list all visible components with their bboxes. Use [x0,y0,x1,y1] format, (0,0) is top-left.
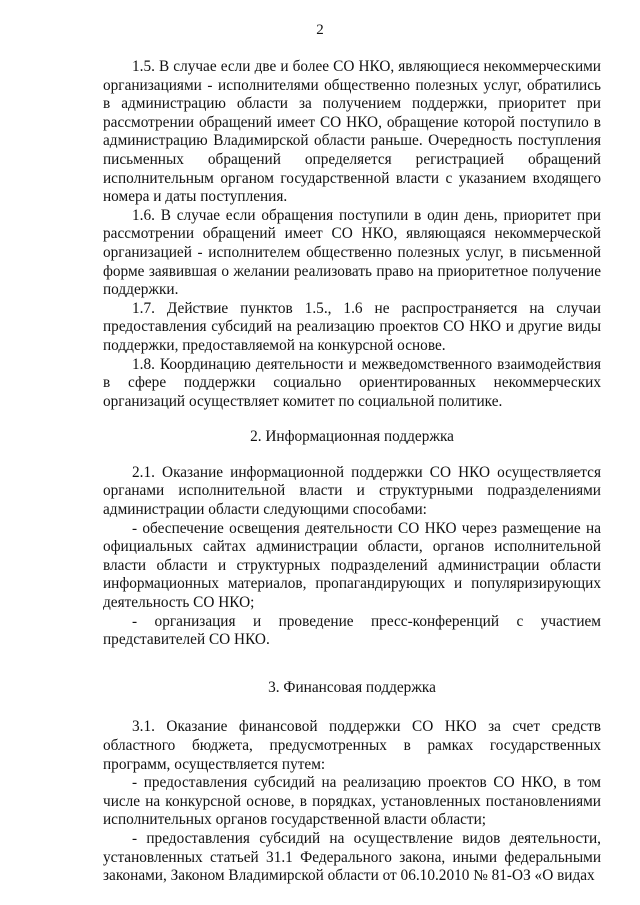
list-item-project-subsidies: - предоставления субсидий на реализацию проектов СО НКО, в том числе на конкурсной основе, в порядках, установленных постановлениями исполнительных органов государственной власти области; [103,774,601,829]
paragraph-1-6: 1.6. В случае если обращения поступили в один день, приоритет при рассмотрении обращений имеет СО НКО, являющаяся некоммерческой организацией - исполнителем общественно полезных услуг, в письменной форме заявившая о желании реализовать право на приоритетное получение поддержки. [103,206,601,299]
document-body [103,58,601,886]
page-number: 2 [316,22,324,38]
list-item-activity-subsidies: - предоставления субсидий на осуществление видов деятельности, установленных статьей 31.1 Федерального закона, иными федеральными законами, Законом Владимирской области от 06.10.2010 № 81-ОЗ «О видах [103,829,601,885]
list-item-press-conferences: - организация и проведение пресс-конференций с участием представителей СО НКО. [103,612,601,649]
paragraph-2-1: 2.1. Оказание информационной поддержки СО НКО осуществляется органами исполнительной власти и структурными подразделениями администрации области следующими способами: [103,463,601,519]
section-heading-financial-support: 3. Финансовая поддержка [268,678,436,696]
section-heading-information-support: 2. Информационная поддержка [250,428,454,446]
paragraph-1-8: 1.8. Координацию деятельности и межведомственного взаимодействия в сфере поддержки социально ориентированных некоммерческих организаций осуществляет комитет по социальной политике. [103,355,601,410]
paragraph-1-5: 1.5. В случае если две и более СО НКО, являющиеся некоммерческими организациями - исполнителями общественно полезных услуг, обратились в администрацию области за получением поддержки, приоритет при рассмотрении обращений имеет СО НКО, обращение которой поступило в администрацию Владимирской области раньше. Очередность поступления письменных обращений определяется регистрацией обращений исполнительным органом государственной власти с указанием входящего номера и даты поступления. [103,58,601,206]
paragraph-1-7: 1.7. Действие пунктов 1.5., 1.6 не распространяется на случаи предоставления субсидий на реализацию проектов СО НКО и другие виды поддержки, предоставляемой на конкурсной основе. [103,299,601,354]
list-item-coverage: - обеспечение освещения деятельности СО НКО через размещение на официальных сайтах администрации области, органов исполнительной власти области и структурных подразделений администрации области информационных материалов, пропагандирующих и популяризирующих деятельность СО НКО; [103,519,601,612]
paragraph-3-1: 3.1. Оказание финансовой поддержки СО НКО за счет средств областного бюджета, предусмотренных в рамках государственных программ, осуществляется путем: [103,718,601,773]
